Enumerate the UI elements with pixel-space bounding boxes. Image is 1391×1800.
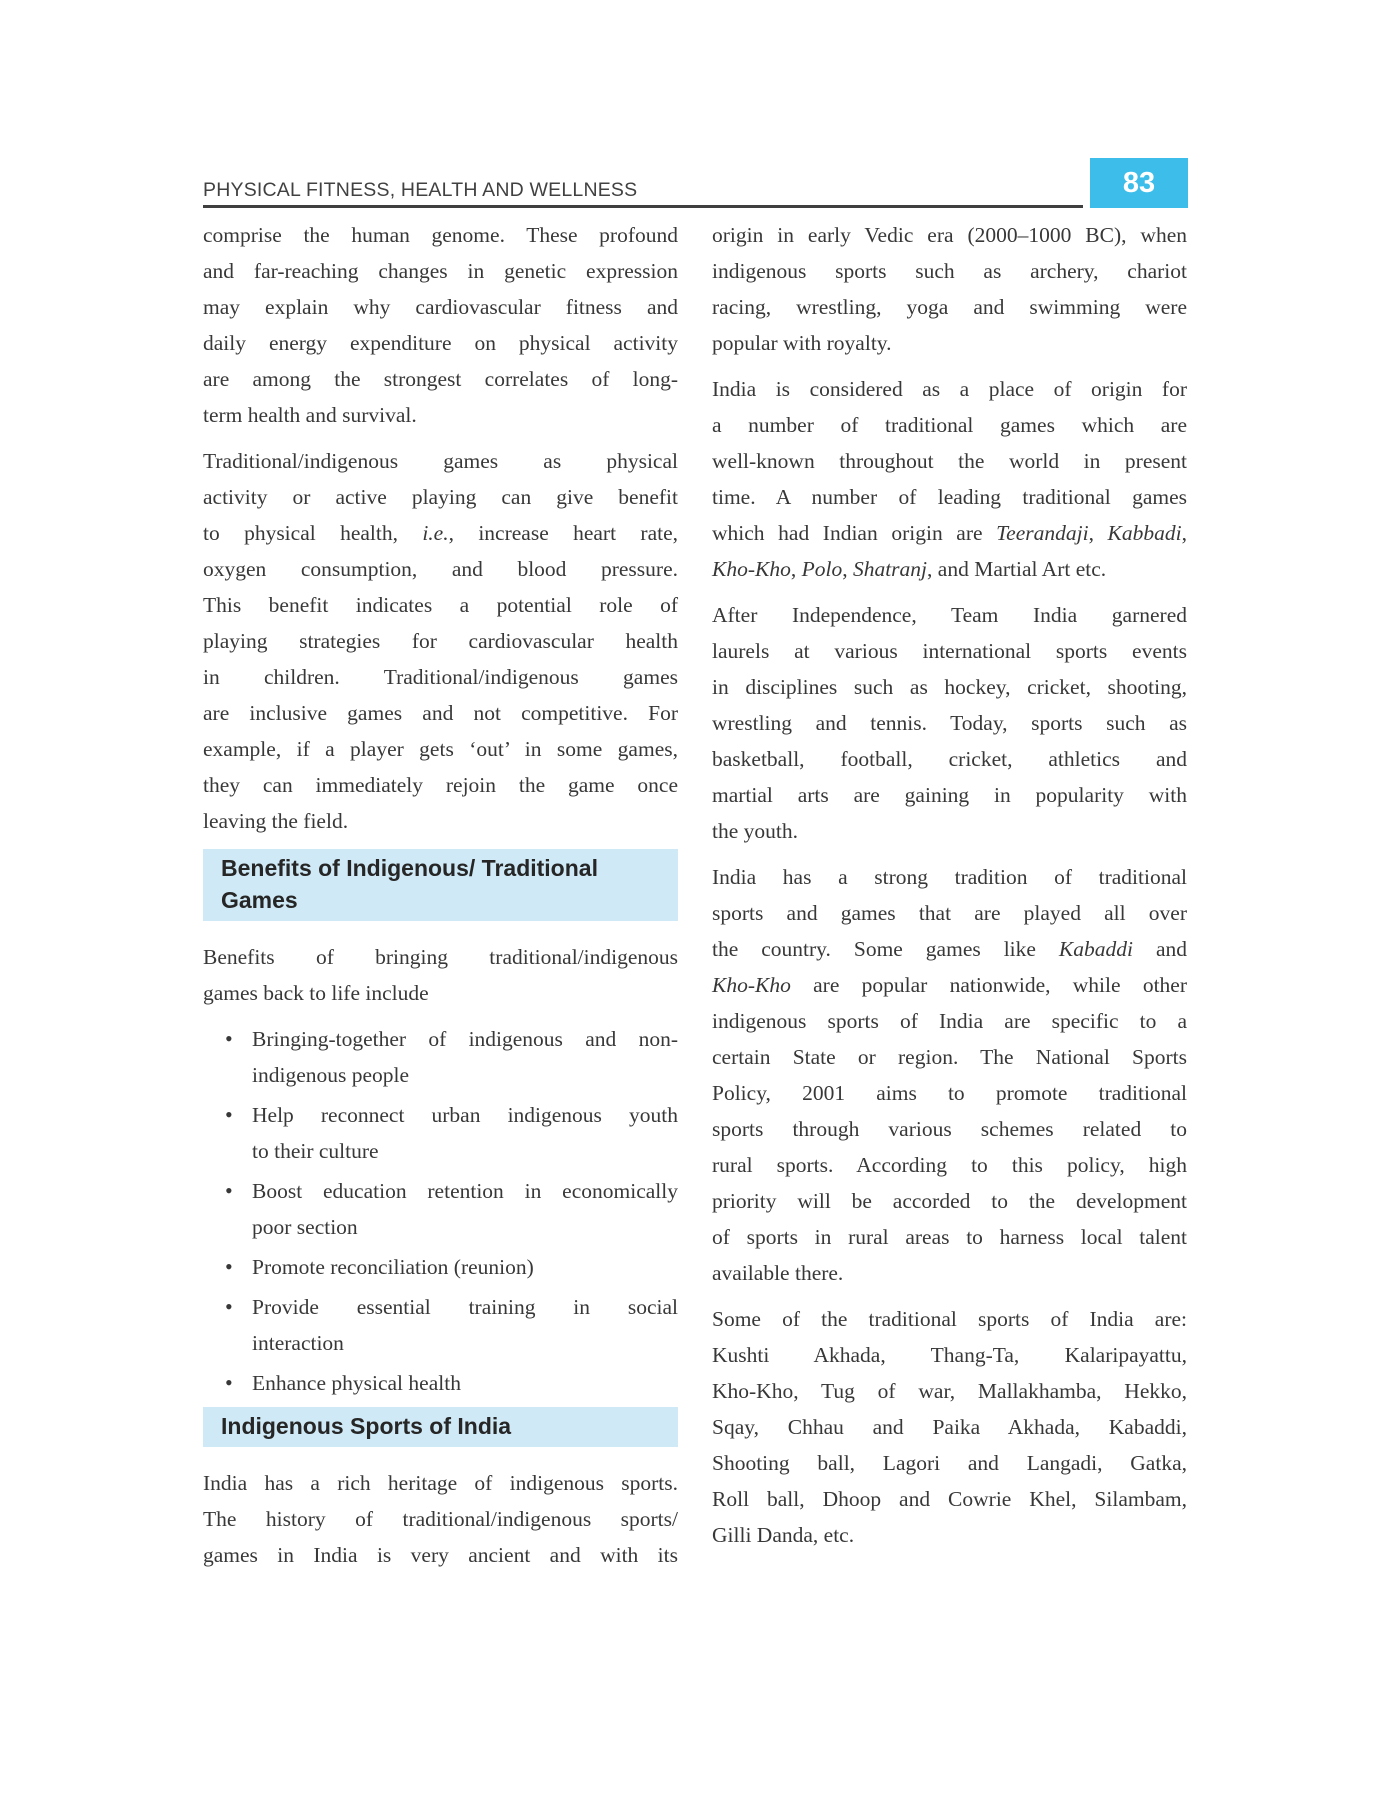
text-line: sports and games that are played all over bbox=[712, 901, 1187, 925]
text-line: Provide essential training in social bbox=[252, 1295, 678, 1319]
paragraph bbox=[712, 597, 1187, 849]
bullet-icon: • bbox=[225, 1254, 233, 1279]
bullet-text bbox=[252, 1249, 678, 1285]
paragraph bbox=[203, 939, 678, 1011]
text-line: basketball, football, cricket, athletics and bbox=[712, 747, 1187, 771]
paragraph bbox=[203, 217, 678, 433]
bullet-item bbox=[203, 1289, 678, 1361]
text-line: games in India is very ancient and with its bbox=[203, 1543, 678, 1567]
section-heading bbox=[203, 1407, 678, 1447]
text-line: time. A number of leading traditional games bbox=[712, 485, 1187, 509]
text-line: example, if a player gets ‘out’ in some games, bbox=[203, 737, 678, 761]
bullet-item bbox=[203, 1249, 678, 1285]
text-line: Boost education retention in economically bbox=[252, 1179, 678, 1203]
bullet-icon: • bbox=[225, 1370, 233, 1395]
text-line: to their culture bbox=[252, 1139, 379, 1163]
text-line: India is considered as a place of origin for bbox=[712, 377, 1187, 401]
text-line: Promote reconciliation (reunion) bbox=[252, 1255, 534, 1279]
section-heading-line: Benefits of Indigenous/ Traditional bbox=[221, 855, 598, 881]
text-line: poor section bbox=[252, 1215, 358, 1239]
text-line: The history of traditional/indigenous sports/ bbox=[203, 1507, 678, 1531]
text-line: After Independence, Team India garnered bbox=[712, 603, 1187, 627]
page-header-title: PHYSICAL FITNESS, HEALTH AND WELLNESS bbox=[203, 179, 638, 201]
text-line: oxygen consumption, and blood pressure. bbox=[203, 557, 678, 581]
bullet-item bbox=[203, 1021, 678, 1093]
text-line: Enhance physical health bbox=[252, 1371, 461, 1395]
text-line: popular with royalty. bbox=[712, 331, 892, 355]
header-rule bbox=[203, 205, 1083, 208]
text-line: interaction bbox=[252, 1331, 344, 1355]
text-line: India has a strong tradition of traditional bbox=[712, 865, 1187, 889]
text-line: Kho-Kho, Tug of war, Mallakhamba, Hekko, bbox=[712, 1379, 1187, 1403]
text-line: in children. Traditional/indigenous games bbox=[203, 665, 678, 689]
text-line: are among the strongest correlates of long- bbox=[203, 367, 678, 391]
text-line: priority will be accorded to the development bbox=[712, 1189, 1187, 1213]
text-line: which had Indian origin are Teerandaji, Kabbadi, bbox=[712, 521, 1187, 545]
text-line: games back to life include bbox=[203, 981, 429, 1005]
text-line: available there. bbox=[712, 1261, 844, 1285]
text-line: racing, wrestling, yoga and swimming were bbox=[712, 295, 1187, 319]
text-line: indigenous sports of India are specific to a bbox=[712, 1009, 1187, 1033]
text-line: Bringing-together of indigenous and non- bbox=[252, 1027, 678, 1051]
text-line: to physical health, i.e., increase heart rate, bbox=[203, 521, 679, 545]
text-line: Kho-Kho, Polo, Shatranj, and Martial Art etc. bbox=[712, 557, 1107, 581]
two-column-text bbox=[203, 217, 1188, 1583]
paragraph bbox=[203, 1465, 678, 1573]
text-line: a number of traditional games which are bbox=[712, 413, 1187, 437]
right-column bbox=[712, 217, 1187, 1583]
bullet-text bbox=[252, 1173, 678, 1245]
text-line: indigenous sports such as archery, chariot bbox=[712, 259, 1187, 283]
text-line: may explain why cardiovascular fitness and bbox=[203, 295, 678, 319]
bullet-text bbox=[252, 1289, 678, 1361]
text-line: the country. Some games like Kabaddi and bbox=[712, 937, 1187, 961]
section-heading-line: Indigenous Sports of India bbox=[221, 1413, 512, 1439]
text-line: Gilli Danda, etc. bbox=[712, 1523, 855, 1547]
text-line: activity or active playing can give benefit bbox=[203, 485, 678, 509]
text-line: Kushti Akhada, Thang-Ta, Kalaripayattu, bbox=[712, 1343, 1187, 1367]
text-line: term health and survival. bbox=[203, 403, 417, 427]
text-line: in disciplines such as hockey, cricket, shooting, bbox=[712, 675, 1187, 699]
text-line: playing strategies for cardiovascular health bbox=[203, 629, 678, 653]
text-line: Help reconnect urban indigenous youth bbox=[252, 1103, 678, 1127]
paragraph bbox=[712, 217, 1187, 361]
bullet-text bbox=[252, 1021, 678, 1093]
text-line: indigenous people bbox=[252, 1063, 410, 1087]
section-heading-line: Games bbox=[221, 887, 298, 913]
text-line: well-known throughout the world in present bbox=[712, 449, 1187, 473]
text-line: wrestling and tennis. Today, sports such as bbox=[712, 711, 1187, 735]
page-number-badge: 83 bbox=[1090, 158, 1188, 208]
paragraph bbox=[203, 443, 678, 839]
bullet-icon: • bbox=[225, 1294, 233, 1319]
text-line: comprise the human genome. These profound bbox=[203, 223, 678, 247]
text-line: Traditional/indigenous games as physical bbox=[203, 449, 678, 473]
paragraph bbox=[712, 371, 1187, 587]
text-line: India has a rich heritage of indigenous sports. bbox=[203, 1471, 678, 1495]
text-line: martial arts are gaining in popularity with bbox=[712, 783, 1187, 807]
text-line: Benefits of bringing traditional/indigenous bbox=[203, 945, 678, 969]
bullet-list bbox=[203, 1021, 678, 1401]
text-line: This benefit indicates a potential role of bbox=[203, 593, 678, 617]
text-line: and far-reaching changes in genetic expression bbox=[203, 259, 678, 283]
text-line: Policy, 2001 aims to promote traditional bbox=[712, 1081, 1187, 1105]
text-line: Kho-Kho are popular nationwide, while other bbox=[712, 973, 1187, 997]
text-line: laurels at various international sports events bbox=[712, 639, 1187, 663]
text-line: Some of the traditional sports of India are: bbox=[712, 1307, 1187, 1331]
text-line: Roll ball, Dhoop and Cowrie Khel, Silambam, bbox=[712, 1487, 1187, 1511]
text-line: Shooting ball, Lagori and Langadi, Gatka, bbox=[712, 1451, 1187, 1475]
section-heading bbox=[203, 849, 678, 921]
text-line: the youth. bbox=[712, 819, 798, 843]
paragraph bbox=[712, 859, 1187, 1291]
text-line: certain State or region. The National Sports bbox=[712, 1045, 1187, 1069]
text-line: they can immediately rejoin the game once bbox=[203, 773, 678, 797]
text-line: are inclusive games and not competitive. For bbox=[203, 701, 678, 725]
text-line: Sqay, Chhau and Paika Akhada, Kabaddi, bbox=[712, 1415, 1187, 1439]
bullet-text bbox=[252, 1365, 678, 1401]
bullet-text bbox=[252, 1097, 678, 1169]
bullet-icon: • bbox=[225, 1102, 233, 1127]
paragraph bbox=[712, 1301, 1187, 1553]
bullet-item bbox=[203, 1173, 678, 1245]
text-line: sports through various schemes related to bbox=[712, 1117, 1187, 1141]
text-line: of sports in rural areas to harness local talent bbox=[712, 1225, 1187, 1249]
page-header bbox=[203, 158, 1188, 208]
bullet-item bbox=[203, 1097, 678, 1169]
page-content bbox=[203, 158, 1188, 1583]
text-line: leaving the field. bbox=[203, 809, 349, 833]
bullet-item bbox=[203, 1365, 678, 1401]
text-line: daily energy expenditure on physical activity bbox=[203, 331, 678, 355]
bullet-icon: • bbox=[225, 1026, 233, 1051]
text-line: rural sports. According to this policy, high bbox=[712, 1153, 1187, 1177]
text-line: origin in early Vedic era (2000–1000 BC), when bbox=[712, 223, 1187, 247]
left-column bbox=[203, 217, 678, 1583]
bullet-icon: • bbox=[225, 1178, 233, 1203]
